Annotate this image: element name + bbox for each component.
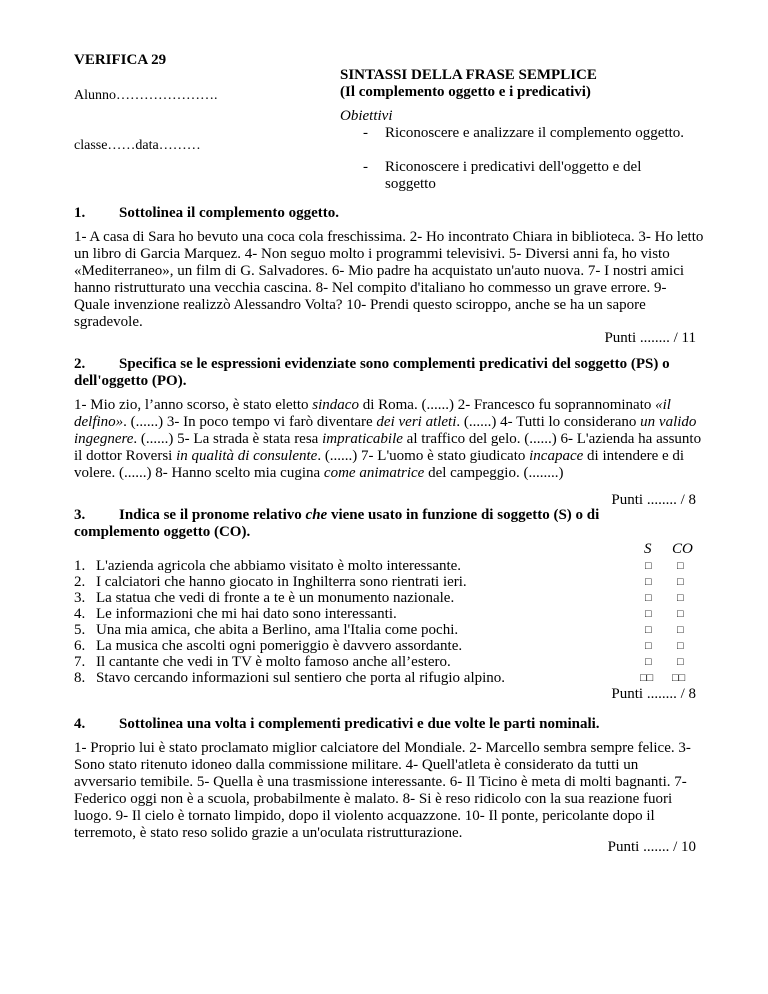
text-run: . (......) 4- Tutti lo considerano — [456, 414, 641, 430]
checkbox-s[interactable]: □ — [645, 592, 652, 604]
highlighted-expression: incapace — [529, 448, 584, 464]
item-number: 8. — [74, 670, 86, 686]
highlighted-expression: in qualità di consulente — [176, 448, 318, 464]
text-run: . (......) 7- L'uomo è stato giudicato — [317, 448, 530, 464]
section-number: 4. — [74, 716, 86, 732]
checkbox-co[interactable]: □ — [677, 560, 684, 572]
section-2-score: Punti ........ / 8 — [611, 492, 696, 508]
section-4-score: Punti ....... / 10 — [607, 839, 696, 855]
item-text: L'azienda agricola che abbiamo visitato è molto interessante. — [96, 558, 462, 574]
checkbox-co[interactable]: □ — [677, 592, 684, 604]
item-text: La statua che vedi di fronte a te è un monumento nazionale. — [96, 590, 455, 606]
topic-title-line1: SINTASSI DELLA FRASE SEMPLICE — [340, 67, 597, 83]
section-number: 2. — [74, 356, 86, 372]
checkbox-co[interactable]: □ — [677, 656, 684, 668]
item-text: Una mia amica, che abita a Berlino, ama l'Italia come pochi. — [96, 622, 459, 638]
item-number: 3. — [74, 590, 86, 606]
checkbox-s[interactable]: □ — [645, 624, 652, 636]
objectives-label: Obiettivi — [340, 108, 393, 124]
checkbox-s[interactable]: □□ — [640, 672, 654, 684]
column-header-s: S — [644, 541, 652, 557]
checkbox-s[interactable]: □ — [645, 608, 652, 620]
highlighted-expression: «il delfino» — [74, 397, 671, 430]
highlighted-expression: un valido ingegnere — [74, 414, 697, 447]
checkbox-co[interactable]: □ — [677, 576, 684, 588]
heading-text: viene usato in funzione di soggetto (S) o di complemento oggetto (CO). — [74, 507, 600, 540]
highlighted-expression: impraticabile — [322, 431, 403, 447]
item-text: Il cantante che vedi in TV è molto famoso anche all’estero. — [96, 654, 451, 670]
heading-emphasis: che — [305, 507, 328, 523]
list-item — [74, 638, 714, 655]
list-item — [74, 606, 714, 623]
list-item — [74, 670, 714, 687]
section-title: Sottolinea il complemento oggetto. — [119, 205, 339, 221]
student-name-field: Alunno…………………. — [74, 88, 218, 103]
section-3-score: Punti ........ / 8 — [611, 686, 696, 702]
checkbox-co[interactable]: □ — [677, 608, 684, 620]
section-title: Sottolinea una volta i complementi predicativi e due volte le parti nominali. — [119, 716, 600, 732]
item-text: I calciatori che hanno giocato in Inghilterra sono rientrati ieri. — [96, 574, 467, 590]
section-number: 1. — [74, 205, 86, 221]
class-date-field: classe……data……… — [74, 138, 201, 153]
objective-text: Riconoscere e analizzare il complemento oggetto. — [385, 125, 685, 141]
section-1-score: Punti ........ / 11 — [604, 330, 696, 346]
objective-bullet: - — [363, 159, 368, 175]
section-1-text: 1- A casa di Sara ho bevuto una coca cola freschissima. 2- Ho incontrato Chiara in biblioteca. 3- Ho letto un libro di Garcia Marquez. 4- Non seguo molto i programmi televisivi. 5- Diversi anni fa, ho visto «Mediterraneo», un film di G. Salvadores. 6- Mio padre ha acquistato un'auto nuova. 7- I nostri amici hanno ristrutturato una vecchia cascina. 8- Nel compito d'italiano ho commesso un grave errore. 9- Quale invenzione realizzò Alessandro Volta? 10- Prendi questo sciroppo, anche se ha un sapore sgradevole. — [74, 229, 704, 330]
list-item — [74, 558, 714, 575]
objective-text: Riconoscere i predicativi dell'oggetto e del soggetto — [385, 159, 642, 192]
text-run: 1- Mio zio, l’anno scorso, è stato eletto — [74, 397, 313, 413]
list-item — [74, 654, 714, 671]
item-text: Stavo cercando informazioni sul sentiero che porta al rifugio alpino. — [96, 670, 506, 686]
list-item — [74, 574, 714, 591]
text-run: di Roma. (......) 2- Francesco fu soprannominato — [358, 397, 656, 413]
highlighted-expression: sindaco — [312, 397, 359, 413]
highlighted-expression: dei veri atleti — [376, 414, 457, 430]
item-text: Le informazioni che mi hai dato sono interessanti. — [96, 606, 397, 622]
topic-title — [340, 67, 597, 101]
item-number: 7. — [74, 654, 86, 670]
section-2-text — [74, 397, 704, 482]
checkbox-s[interactable]: □ — [645, 640, 652, 652]
item-number: 4. — [74, 606, 86, 622]
section-title: Specifica se le espressioni evidenziate sono complementi predicativi del soggetto (PS) o dell'oggetto (PO). — [74, 356, 670, 389]
text-run: . (......) 5- La strada è stata resa — [133, 431, 323, 447]
section-4-text: 1- Proprio lui è stato proclamato miglior calciatore del Mondiale. 2- Marcello sembra sempre felice. 3- Sono stato ritenuto idoneo dalla commissione militare. 4- Quell'atleta è considerato da tutti un avversario temibile. 5- Quella è una trasmissione interessante. 6- Il Ticino è meta di molti bagnanti. 7- Federico oggi non è a scuola, probabilmente è malato. 8- Si è reso ridicolo con la sua reazione fuori luogo. 9- Il cielo è tornato limpido, dopo il violento acquazzone. 10- Il ponte, pericolante dopo il terremoto, è stato reso solido grazie a un'oculata ristrutturazione. — [74, 740, 691, 841]
item-text: La musica che ascolti ogni pomeriggio è davvero assordante. — [96, 638, 463, 654]
checkbox-co[interactable]: □ — [677, 624, 684, 636]
section-title — [74, 507, 674, 541]
item-number: 2. — [74, 574, 86, 590]
topic-title-line2: (Il complemento oggetto e i predicativi) — [340, 84, 591, 100]
text-run: . (......) 3- In poco tempo vi farò diventare — [123, 414, 377, 430]
checkbox-co[interactable]: □ — [677, 640, 684, 652]
checkbox-s[interactable]: □ — [645, 576, 652, 588]
worksheet-title: VERIFICA 29 — [74, 52, 167, 68]
objective-bullet: - — [363, 125, 368, 141]
item-number: 5. — [74, 622, 86, 638]
checkbox-s[interactable]: □ — [645, 656, 652, 668]
highlighted-expression: come animatrice — [323, 465, 425, 481]
text-run: del campeggio. (........) — [424, 465, 564, 481]
item-number: 6. — [74, 638, 86, 654]
checkbox-s[interactable]: □ — [645, 560, 652, 572]
checkbox-co[interactable]: □□ — [672, 672, 686, 684]
section-number: 3. — [74, 507, 86, 523]
text-run: di intendere e di volere. (......) 8- Hanno scelto mia cugina — [74, 448, 685, 481]
column-header-co: CO — [672, 541, 693, 557]
list-item — [74, 590, 714, 607]
text-run: al traffico del gelo. (......) 6- L'azienda ha assunto il dottor Roversi — [74, 431, 702, 464]
heading-text: Indica se il pronome relativo — [119, 507, 306, 523]
item-number: 1. — [74, 558, 86, 574]
list-item — [74, 622, 714, 639]
